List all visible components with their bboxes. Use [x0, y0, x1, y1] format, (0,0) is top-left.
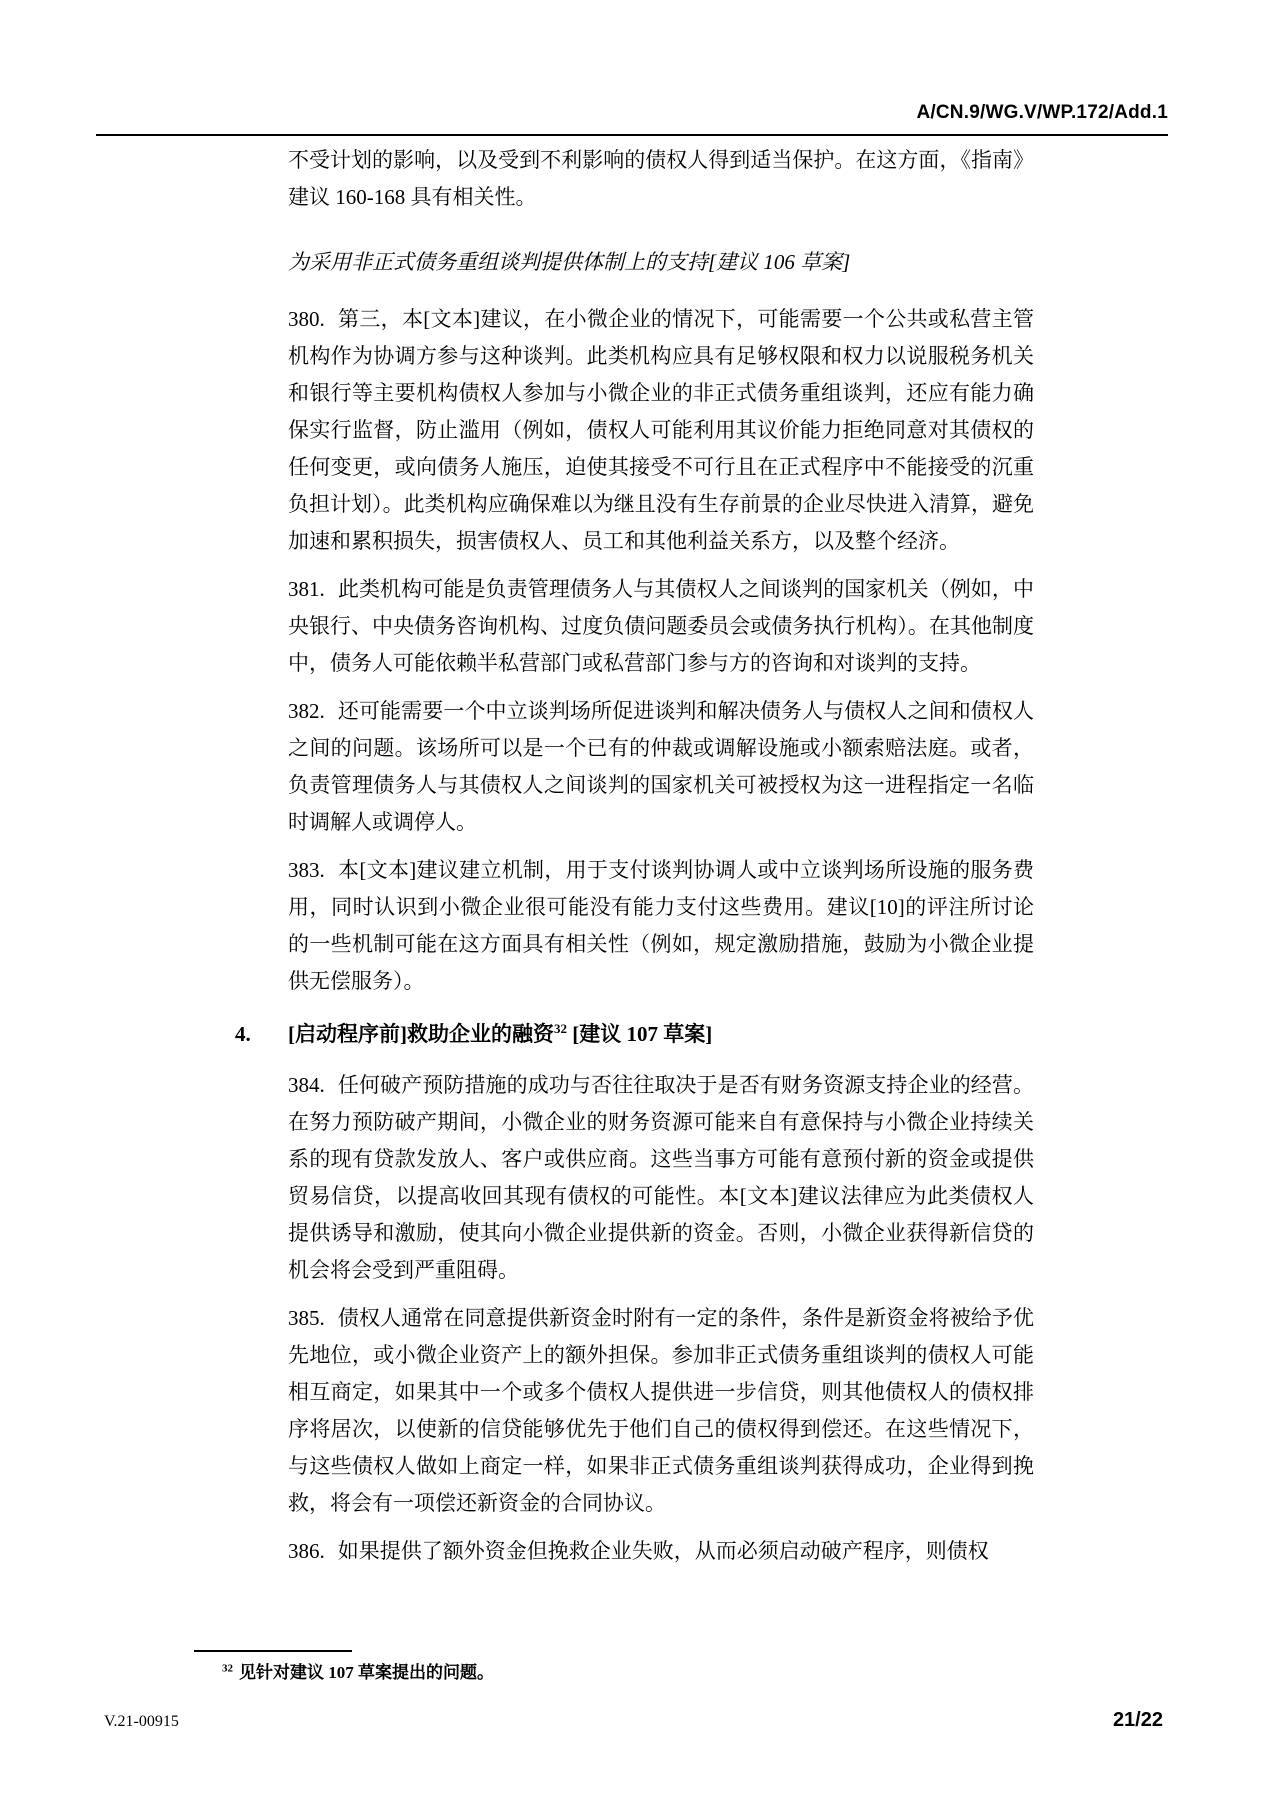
paragraph-386: [288, 1533, 1034, 1570]
header-rule: [96, 134, 1168, 136]
document-symbol: A/CN.9/WG.V/WP.172/Add.1: [916, 102, 1168, 123]
section-title-suffix: [建议 107 草案]: [567, 1022, 713, 1046]
paragraph-number: 382.: [288, 699, 325, 723]
paragraph-380: [288, 301, 1034, 560]
footnote-separator-rule: [194, 1650, 352, 1652]
subsection-heading-recommendation-106: 为采用非正式债务重组谈判提供体制上的支持[建议 106 草案]: [288, 250, 851, 274]
section-title: [启动程序前]救助企业的融资: [288, 1022, 554, 1046]
footnote-32: [222, 1660, 982, 1685]
footnote-marker: 32: [222, 1662, 233, 1675]
paragraph-text: 此类机构可能是负责管理债务人与其债权人之间谈判的国家机关（例如，中央银行、中央债务咨询机构、过度负债问题委员会或债务执行机构）。在其他制度中，债务人可能依赖半私营部门或私营部门参与方的咨询和对谈判的支持。: [288, 577, 1034, 675]
intro-paragraph: [288, 142, 1034, 216]
paragraph-381: [288, 571, 1034, 682]
paragraph-text: 如果提供了额外资金但挽救企业失败，从而必须启动破产程序，则债权: [337, 1539, 989, 1563]
section-heading-4: [235, 1016, 1034, 1053]
footnote-reference-32: 32: [554, 1021, 567, 1036]
paragraph-number: 380.: [288, 307, 325, 331]
paragraph-384: [288, 1067, 1034, 1289]
paragraph-text: 本[文本]建议建立机制，用于支付谈判协调人或中立谈判场所设施的服务费用，同时认识到小微企业很可能没有能力支付这些费用。建议[10]的评注所讨论的一些机制可能在这方面具有相关性（例如，规定激励措施，鼓励为小微企业提供无偿服务）。: [288, 858, 1034, 993]
section-number: 4.: [235, 1022, 251, 1046]
paragraph-text: 第三，本[文本]建议，在小微企业的情况下，可能需要一个公共或私营主管机构作为协调方参与这种谈判。此类机构应具有足够权限和权力以说服税务机关和银行等主要机构债权人参加与小微企业的非正式债务重组谈判，还应有能力确保实行监督，防止滥用（例如，债权人可能利用其议价能力拒绝同意对其债权的任何变更，或向债务人施压，迫使其接受不可行且在正式程序中不能接受的沉重负担计划）。此类机构应确保难以为继且没有生存前景的企业尽快进入清算，避免加速和累积损失，损害债权人、员工和其他利益关系方，以及整个经济。: [288, 307, 1034, 553]
footnote-text: 见针对建议 107 草案提出的问题。: [239, 1663, 494, 1682]
paragraph-382: [288, 693, 1034, 841]
paragraph-number: 381.: [288, 577, 325, 601]
paragraph-text: 还可能需要一个中立谈判场所促进谈判和解决债务人与债权人之间和债权人之间的问题。该场所可以是一个已有的仲裁或调解设施或小额索赔法庭。或者，负责管理债务人与其债权人之间谈判的国家机关可被授权为这一进程指定一名临时调解人或调停人。: [288, 699, 1034, 834]
paragraph-number: 385.: [288, 1306, 325, 1330]
paragraph-text: 债权人通常在同意提供新资金时附有一定的条件，条件是新资金将被给予优先地位，或小微企业资产上的额外担保。参加非正式债务重组谈判的债权人可能相互商定，如果其中一个或多个债权人提供进一步信贷，则其他债权人的债权排序将居次，以使新的信贷能够优先于他们自己的债权得到偿还。在这些情况下，与这些债权人做如上商定一样，如果非正式债务重组谈判获得成功，企业得到挽救，将会有一项偿还新资金的合同协议。: [288, 1306, 1034, 1515]
paragraph-text: 任何破产预防措施的成功与否往往取决于是否有财务资源支持企业的经营。在努力预防破产期间，小微企业的财务资源可能来自有意保持与小微企业持续关系的现有贷款发放人、客户或供应商。这些当事方可能有意预付新的资金或提供贸易信贷，以提高收回其现有债权的可能性。本[文本]建议法律应为此类债权人提供诱导和激励，使其向小微企业提供新的资金。否则，小微企业获得新信贷的机会将会受到严重阻碍。: [288, 1073, 1034, 1282]
paragraph-385: [288, 1300, 1034, 1522]
paragraph-number: 384.: [288, 1073, 325, 1097]
paragraph-text: 不受计划的影响，以及受到不利影响的债权人得到适当保护。在这方面，《指南》建议 160-168 具有相关性。: [288, 148, 1034, 209]
document-body: [235, 142, 1034, 1570]
paragraph-number: 383.: [288, 858, 325, 882]
page-number: 21/22: [1112, 1709, 1163, 1731]
paragraph-383: [288, 852, 1034, 1000]
document-id: V.21-00915: [104, 1713, 179, 1730]
paragraph-number: 386.: [288, 1539, 325, 1563]
